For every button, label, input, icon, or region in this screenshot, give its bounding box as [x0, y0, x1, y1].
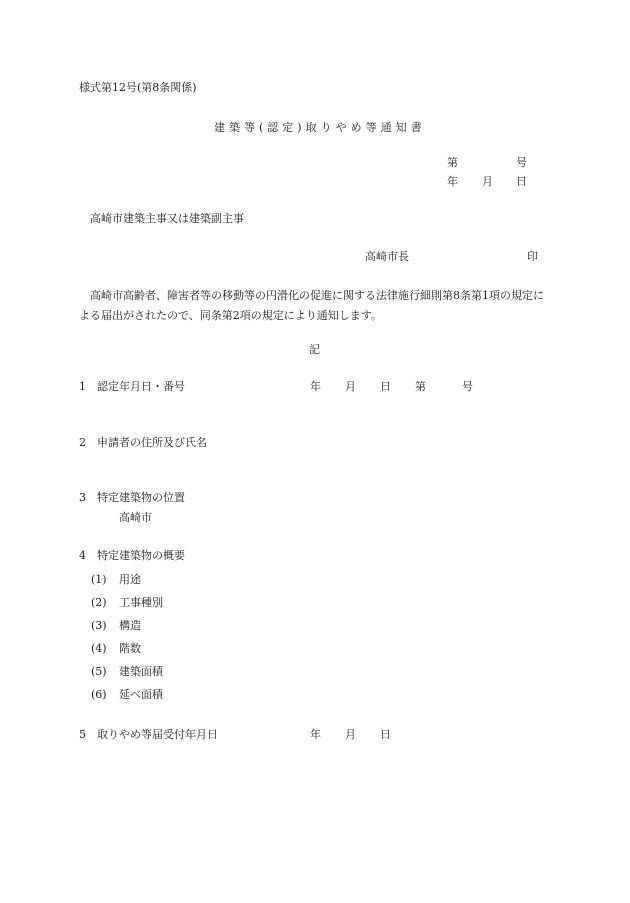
- sub-item-label: 延べ面積: [119, 688, 163, 701]
- issuer-name: 高崎市長: [365, 250, 409, 263]
- sub-item-label: 構造: [119, 619, 141, 632]
- date-year: 年: [447, 175, 458, 188]
- item-1-year: 年: [310, 380, 321, 393]
- sub-item-label: 建築面積: [119, 665, 163, 678]
- item-5-day: 日: [380, 728, 391, 741]
- item-1-label: 1 認定年月日・番号: [79, 380, 185, 393]
- item-5-year: 年: [310, 728, 321, 741]
- sub-item-num: (3): [91, 619, 107, 632]
- form-number: 様式第12号(第8条関係): [79, 81, 197, 94]
- sub-item-label: 用途: [119, 573, 141, 586]
- seal-mark: 印: [527, 250, 538, 263]
- item-5-label: 5 取りやめ等届受付年月日: [79, 728, 218, 741]
- number-dai: 第: [447, 156, 458, 169]
- sub-item-num: (1): [91, 573, 107, 586]
- item-5-month: 月: [345, 728, 356, 741]
- sub-item-num: (2): [91, 596, 107, 609]
- addressee: 高崎市建築主事又は建築副主事: [90, 212, 244, 225]
- item-3-value: 高崎市: [119, 511, 152, 524]
- item-1-month: 月: [345, 380, 356, 393]
- sub-item-num: (4): [91, 642, 107, 655]
- sub-item-num: (6): [91, 688, 107, 701]
- number-go: 号: [516, 156, 527, 169]
- sub-item-label: 階数: [119, 642, 141, 655]
- document-title: 建築等(認定)取りやめ等通知書: [214, 121, 426, 134]
- ki-heading: 記: [309, 343, 320, 356]
- body-paragraph: 高崎市高齢者、障害者等の移動等の円滑化の促進に関する法律施行細則第8条第1項の規定による届出がされたので、同条第2項の規定により通知します。: [79, 289, 544, 322]
- sub-item-label: 工事種別: [119, 596, 163, 609]
- item-3-label: 3 特定建築物の位置: [79, 491, 185, 504]
- item-1-go: 号: [462, 380, 473, 393]
- item-4-label: 4 特定建築物の概要: [79, 549, 185, 562]
- item-2: 2 申請者の住所及び氏名: [79, 436, 207, 449]
- date-day: 日: [516, 175, 527, 188]
- item-1-day: 日: [380, 380, 391, 393]
- date-month: 月: [482, 175, 493, 188]
- item-1-dai: 第: [415, 380, 426, 393]
- sub-item-num: (5): [91, 665, 107, 678]
